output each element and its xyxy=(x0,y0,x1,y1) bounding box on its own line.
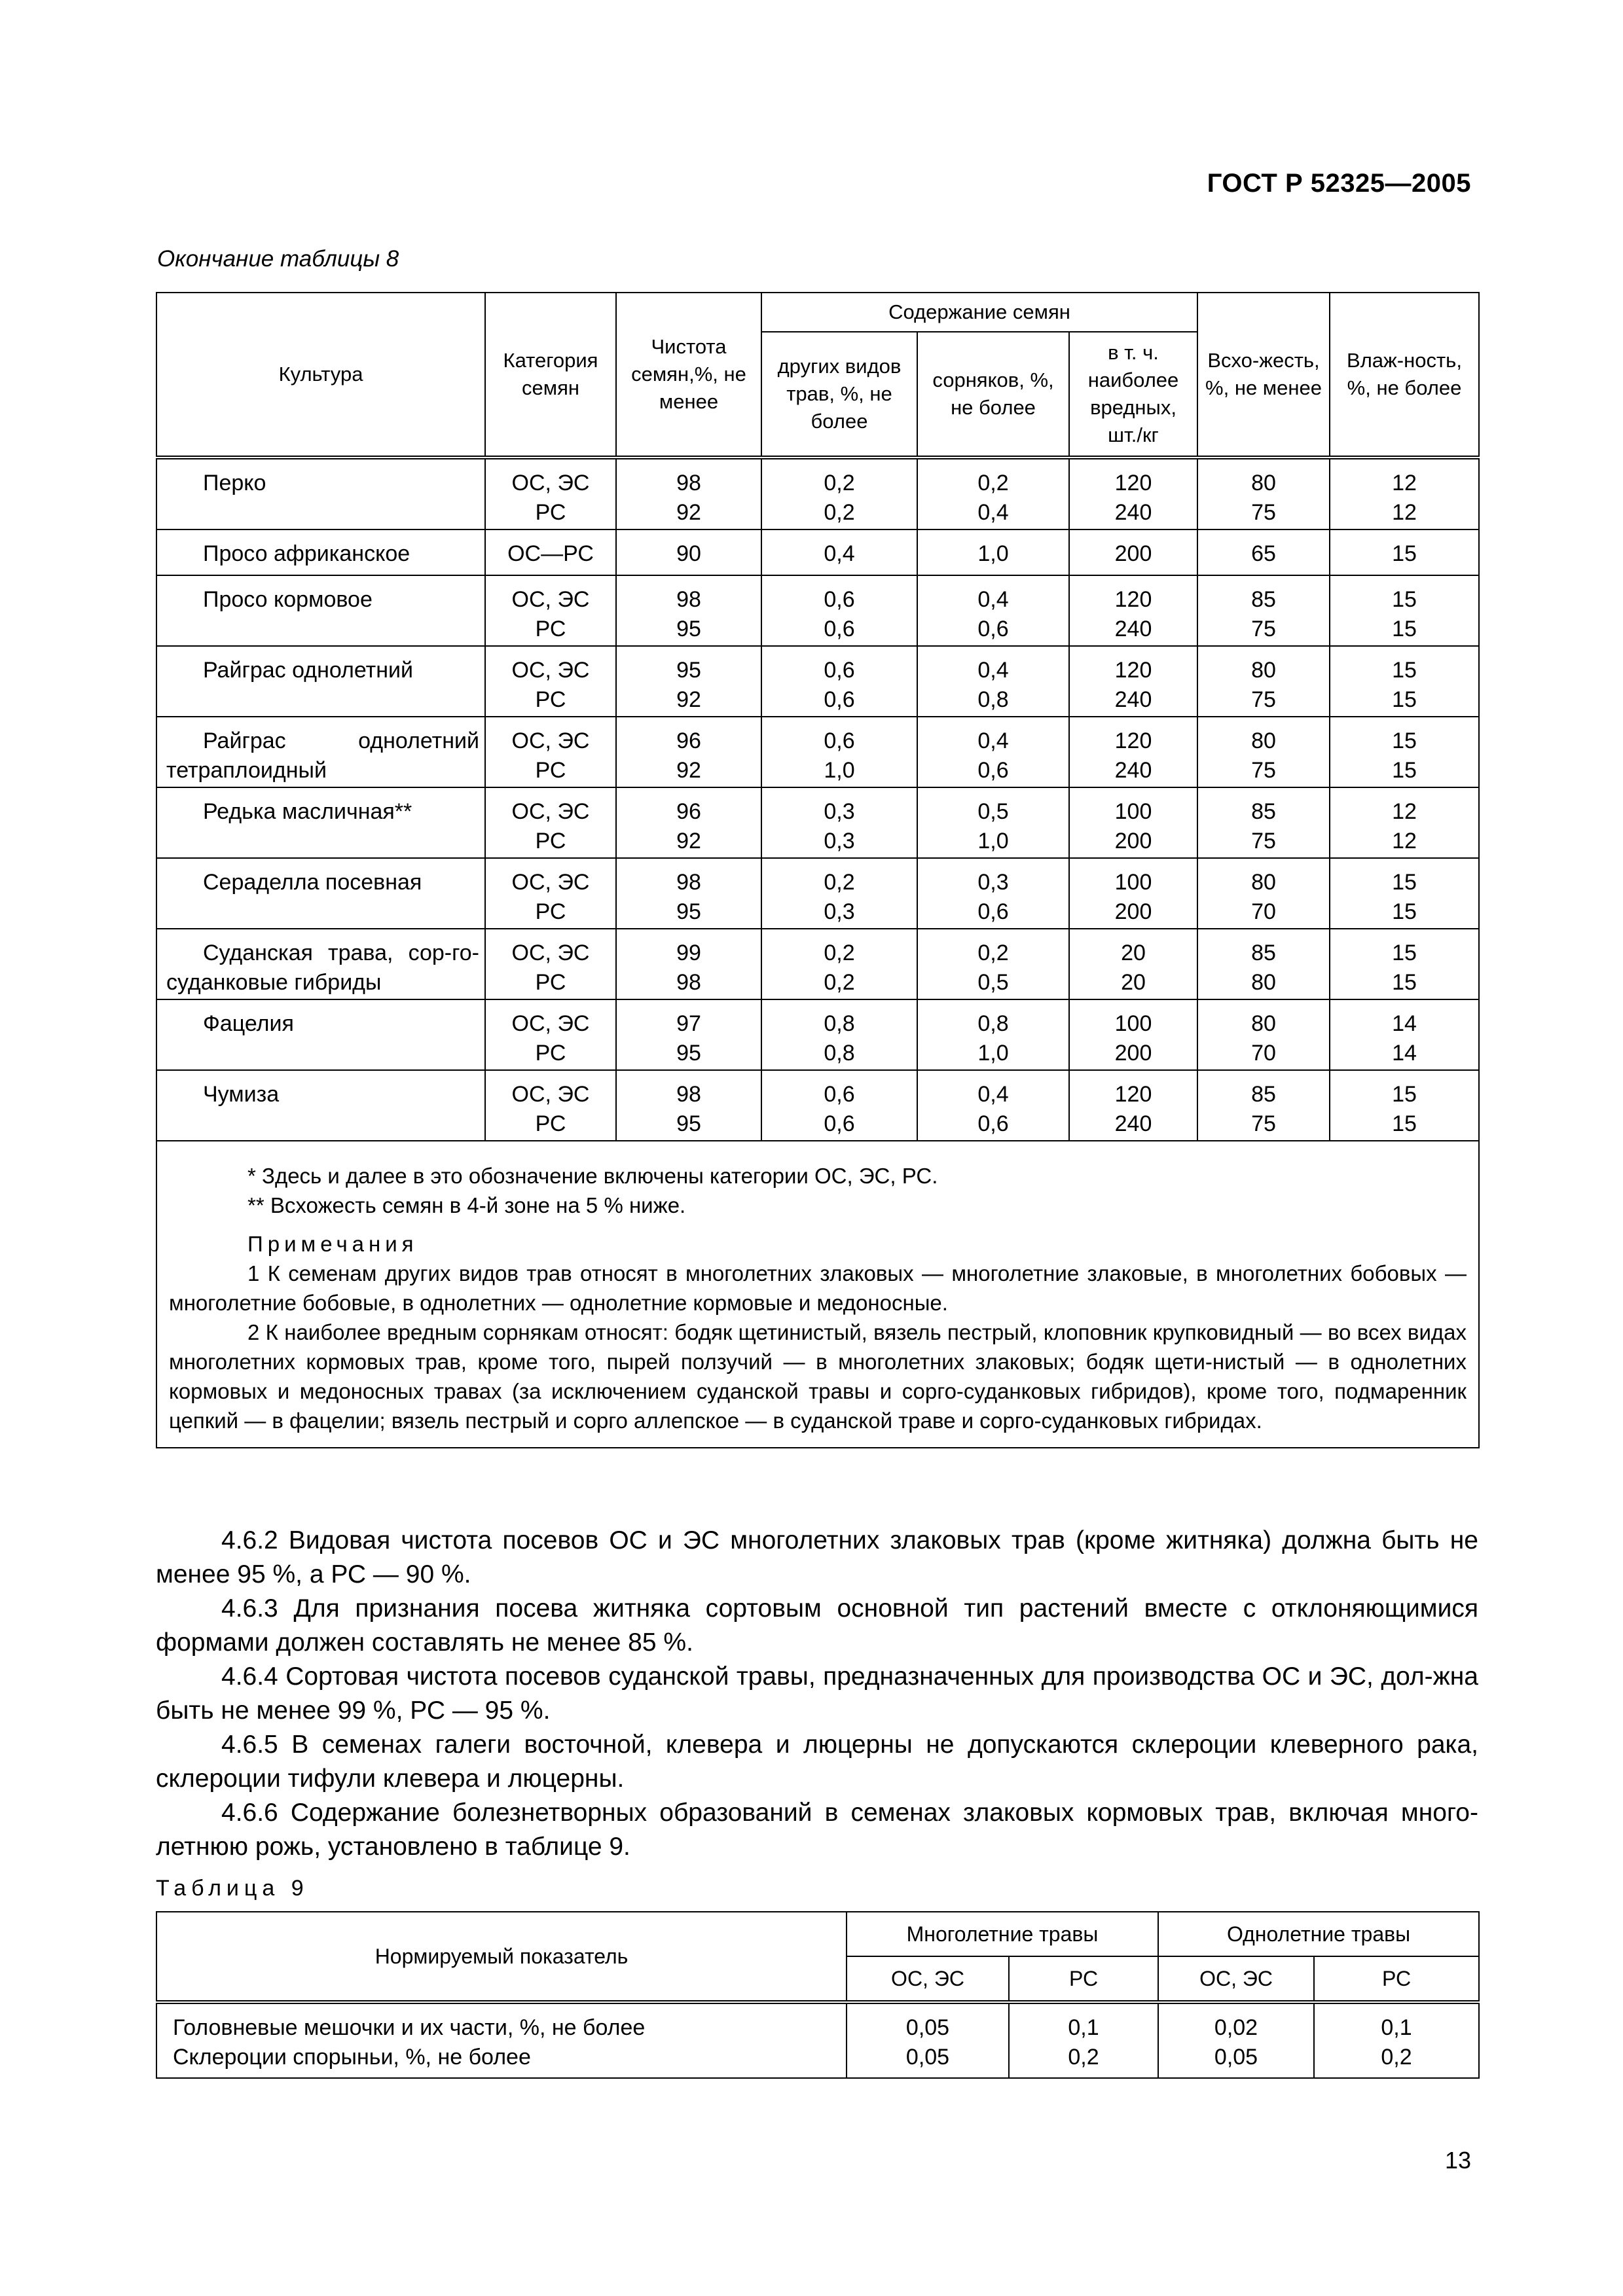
table8-caption: Окончание таблицы 8 xyxy=(157,246,399,272)
crop-name: Райграс однолетний тетраплоидный xyxy=(156,717,485,787)
value: 95 xyxy=(676,617,701,641)
value: 15 xyxy=(1392,870,1417,895)
value: 0,6 xyxy=(824,617,855,641)
value: 0,3 xyxy=(824,899,855,924)
value: 92 xyxy=(676,500,701,525)
cell-purity xyxy=(616,929,761,999)
value: 75 xyxy=(1251,829,1276,853)
value: 12 xyxy=(1392,500,1417,525)
value: 1,0 xyxy=(824,758,855,783)
cell-category xyxy=(485,929,616,999)
value: РС xyxy=(535,829,566,853)
value: 15 xyxy=(1392,587,1417,612)
value: 85 xyxy=(1251,799,1276,824)
value: 95 xyxy=(676,1041,701,1066)
cell-other xyxy=(761,858,917,929)
value: 0,1 xyxy=(1068,2015,1099,2040)
value: 0,2 xyxy=(824,970,855,995)
document-code: ГОСТ Р 52325—2005 xyxy=(1207,169,1471,198)
crop-name: Суданская трава, сор-го-суданковые гибриды xyxy=(156,929,485,999)
header-purity: Чистота семян,%, не менее xyxy=(616,293,761,457)
crop-name: Фацелия xyxy=(156,999,485,1070)
value: 98 xyxy=(676,471,701,495)
paragraph-4-6-2: 4.6.2 Видовая чистота посевов ОС и ЭС многолетних злаковых трав (кроме житняка) должна быть не менее 95 %, а РС — 90 %. xyxy=(156,1526,1478,1588)
value: РС xyxy=(535,500,566,525)
value: 80 xyxy=(1251,728,1276,753)
value: 15 xyxy=(1392,941,1417,965)
value: ОС—РС xyxy=(507,541,594,566)
value: 0,05 xyxy=(905,2045,950,2070)
value: 0,8 xyxy=(977,1011,1009,1036)
value: РС xyxy=(535,617,566,641)
cell-category xyxy=(485,787,616,858)
table-row xyxy=(156,1070,1479,1141)
value: 15 xyxy=(1392,687,1417,712)
value: 1,0 xyxy=(977,541,1009,566)
value: 0,05 xyxy=(905,2015,950,2040)
cell-weeds xyxy=(917,575,1069,646)
cell-moist xyxy=(1330,529,1479,575)
header-perennial-rs: РС xyxy=(1009,1956,1158,2002)
cell-other xyxy=(761,717,917,787)
value: 90 xyxy=(676,541,701,566)
value: 0,2 xyxy=(824,870,855,895)
paragraph-4-6-4: 4.6.4 Сортовая чистота посевов суданской травы, предназначенных для производства ОС и ЭС, дол-жна быть не менее 99 %, РС — 95 %. xyxy=(156,1662,1478,1725)
value: 0,5 xyxy=(977,970,1009,995)
cell-weeds xyxy=(917,1070,1069,1141)
cell-moist xyxy=(1330,787,1479,858)
header-harmful: в т. ч. наиболее вредных, шт./кг xyxy=(1069,332,1197,457)
cell-other xyxy=(761,529,917,575)
table-row xyxy=(156,858,1479,929)
cell-category xyxy=(485,457,616,529)
value: 1,0 xyxy=(977,829,1009,853)
cell-category xyxy=(485,717,616,787)
value: 0,6 xyxy=(977,899,1009,924)
value: 200 xyxy=(1114,829,1152,853)
cell-other xyxy=(761,457,917,529)
cell-purity xyxy=(616,999,761,1070)
cell-purity xyxy=(616,646,761,717)
value: 0,8 xyxy=(824,1041,855,1066)
value: 0,6 xyxy=(824,1111,855,1136)
table8-notes xyxy=(156,1141,1479,1448)
cell-germ xyxy=(1197,717,1330,787)
table-row xyxy=(156,999,1479,1070)
page-number: 13 xyxy=(1444,2147,1471,2174)
cell-weeds xyxy=(917,999,1069,1070)
value: 98 xyxy=(676,587,701,612)
value: ОС, ЭС xyxy=(511,658,590,683)
cell-weeds xyxy=(917,457,1069,529)
cell-weeds xyxy=(917,717,1069,787)
value: 15 xyxy=(1392,1111,1417,1136)
value: 100 xyxy=(1114,799,1152,824)
crop-name: Чумиза xyxy=(156,1070,485,1141)
value: 0,4 xyxy=(977,658,1009,683)
cell-germ xyxy=(1197,929,1330,999)
value: 14 xyxy=(1392,1041,1417,1066)
value: РС xyxy=(535,899,566,924)
cell-purity xyxy=(616,457,761,529)
cell-harmful xyxy=(1069,999,1197,1070)
cell-weeds xyxy=(917,858,1069,929)
cell-germ xyxy=(1197,457,1330,529)
value: 0,1 xyxy=(1381,2015,1412,2040)
cell-moist xyxy=(1330,1070,1479,1141)
cell-germ xyxy=(1197,1070,1330,1141)
value: 20 xyxy=(1121,970,1146,995)
cell-germ xyxy=(1197,575,1330,646)
value: 0,4 xyxy=(977,500,1009,525)
value: 1,0 xyxy=(977,1041,1009,1066)
cell-purity xyxy=(616,1070,761,1141)
value: 120 xyxy=(1114,1082,1152,1107)
cell-other xyxy=(761,787,917,858)
value: 95 xyxy=(676,1111,701,1136)
header-perennial-os-es: ОС, ЭС xyxy=(847,1956,1009,2002)
cell-harmful xyxy=(1069,529,1197,575)
value: 0,6 xyxy=(977,617,1009,641)
value: 0,2 xyxy=(824,941,855,965)
cell-category xyxy=(485,575,616,646)
value: 0,2 xyxy=(977,471,1009,495)
value: 240 xyxy=(1114,617,1152,641)
table-9 xyxy=(156,1911,1480,2079)
header-annual-rs: РС xyxy=(1314,1956,1479,2002)
value: ОС, ЭС xyxy=(511,587,590,612)
table-row xyxy=(156,929,1479,999)
value: 0,4 xyxy=(824,541,855,566)
value: ОС, ЭС xyxy=(511,941,590,965)
paragraph-4-6-3: 4.6.3 Для признания посева житняка сортовым основной тип растений вместе с отклоняющимися формами должен составлять не менее 85 %. xyxy=(156,1594,1478,1657)
value: 0,6 xyxy=(977,1111,1009,1136)
cell-purity xyxy=(616,575,761,646)
value: 98 xyxy=(676,1082,701,1107)
value: 14 xyxy=(1392,1011,1417,1036)
value: 98 xyxy=(676,870,701,895)
cell-other xyxy=(761,646,917,717)
value: 92 xyxy=(676,758,701,783)
value: 120 xyxy=(1114,471,1152,495)
value: 0,6 xyxy=(824,658,855,683)
value: РС xyxy=(535,758,566,783)
value: 85 xyxy=(1251,941,1276,965)
cell-moist xyxy=(1330,858,1479,929)
value: 0,2 xyxy=(824,500,855,525)
cell-purity xyxy=(616,858,761,929)
indicator-cell xyxy=(156,2002,847,2078)
value: 0,6 xyxy=(824,728,855,753)
value: 95 xyxy=(676,899,701,924)
cell-germ xyxy=(1197,787,1330,858)
value: 0,2 xyxy=(977,941,1009,965)
value: 0,02 xyxy=(1214,2015,1258,2040)
value: 240 xyxy=(1114,500,1152,525)
value: 15 xyxy=(1392,970,1417,995)
value: 75 xyxy=(1251,758,1276,783)
cell-category xyxy=(485,858,616,929)
value: 0,05 xyxy=(1214,2045,1258,2070)
value: РС xyxy=(535,1041,566,1066)
cell-category xyxy=(485,1070,616,1141)
value: 120 xyxy=(1114,658,1152,683)
value: 75 xyxy=(1251,500,1276,525)
header-perennial: Многолетние травы xyxy=(847,1912,1158,1956)
value: 0,4 xyxy=(977,587,1009,612)
cell-moist xyxy=(1330,575,1479,646)
value: 85 xyxy=(1251,587,1276,612)
header-indicator: Нормируемый показатель xyxy=(156,1912,847,2002)
value: 0,3 xyxy=(824,829,855,853)
cell-harmful xyxy=(1069,717,1197,787)
value: 240 xyxy=(1114,1111,1152,1136)
value: 100 xyxy=(1114,1011,1152,1036)
value: 80 xyxy=(1251,870,1276,895)
value: 0,8 xyxy=(824,1011,855,1036)
cell-harmful xyxy=(1069,575,1197,646)
header-seed-content: Содержание семян xyxy=(761,293,1197,332)
value: 240 xyxy=(1114,687,1152,712)
value: 0,6 xyxy=(824,587,855,612)
value: 15 xyxy=(1392,617,1417,641)
value: 0,6 xyxy=(824,1082,855,1107)
value: ОС, ЭС xyxy=(511,799,590,824)
value: 0,3 xyxy=(824,799,855,824)
cell-other xyxy=(761,1070,917,1141)
value: 98 xyxy=(676,970,701,995)
cell-category xyxy=(485,529,616,575)
value: ОС, ЭС xyxy=(511,1011,590,1036)
cell-moist xyxy=(1330,929,1479,999)
cell-other xyxy=(761,575,917,646)
footnote-1: * Здесь и далее в это обозначение включены категории ОС, ЭС, РС. xyxy=(247,1164,938,1188)
value: 96 xyxy=(676,728,701,753)
crop-name: Просо кормовое xyxy=(156,575,485,646)
value: 70 xyxy=(1251,1041,1276,1066)
value: 15 xyxy=(1392,728,1417,753)
cell-harmful xyxy=(1069,929,1197,999)
value: 0,2 xyxy=(1068,2045,1099,2070)
crop-name: Райграс однолетний xyxy=(156,646,485,717)
cell-other xyxy=(761,999,917,1070)
cell-harmful xyxy=(1069,646,1197,717)
header-germination: Всхо-жесть, %, не менее xyxy=(1197,293,1330,457)
cell-germ xyxy=(1197,529,1330,575)
table-8 xyxy=(156,292,1480,1448)
cell-category xyxy=(485,646,616,717)
note-2: 2 К наиболее вредным сорнякам относят: бодяк щетинистый, вязель пестрый, клоповник крупковидный — во всех видах многолетних кормовых трав, кроме того, пырей ползучий — в многолетних злаковых; бодяк щети-нистый — в однолетних кормовых и медоносных травах (за исключением суданской травы и сорго-суданковых гибридов), кроме того, подмаренник цепкий — в фацелии; вязель пестрый и сорго аллепское — в суданской траве и сорго-суданковых гибридах. xyxy=(169,1320,1467,1433)
value: 15 xyxy=(1392,758,1417,783)
cell-purity xyxy=(616,717,761,787)
value: ОС, ЭС xyxy=(511,728,590,753)
value: 80 xyxy=(1251,471,1276,495)
crop-name: Сераделла посевная xyxy=(156,858,485,929)
perennial-rs-cell xyxy=(1009,2002,1158,2078)
value: 240 xyxy=(1114,758,1152,783)
cell-harmful xyxy=(1069,787,1197,858)
cell-moist xyxy=(1330,999,1479,1070)
value: РС xyxy=(535,687,566,712)
value: РС xyxy=(535,970,566,995)
cell-moist xyxy=(1330,717,1479,787)
table-row xyxy=(156,457,1479,529)
value: 70 xyxy=(1251,899,1276,924)
table-row xyxy=(156,717,1479,787)
crop-name: Перко xyxy=(156,457,485,529)
paragraph-4-6-5: 4.6.5 В семенах галеги восточной, клевера и люцерны не допускаются склероции клеверного рака, склероции тифули клевера и люцерны. xyxy=(156,1731,1478,1793)
table-row xyxy=(156,575,1479,646)
cell-other xyxy=(761,929,917,999)
cell-moist xyxy=(1330,646,1479,717)
cell-germ xyxy=(1197,999,1330,1070)
value: 120 xyxy=(1114,728,1152,753)
value: 12 xyxy=(1392,471,1417,495)
value: 92 xyxy=(676,687,701,712)
annual-rs-cell xyxy=(1314,2002,1479,2078)
header-annual: Однолетние травы xyxy=(1158,1912,1479,1956)
header-annual-os-es: ОС, ЭС xyxy=(1158,1956,1314,2002)
value: 15 xyxy=(1392,899,1417,924)
value: 0,2 xyxy=(824,471,855,495)
header-other-grass: других видов трав, %, не более xyxy=(761,332,917,457)
value: 20 xyxy=(1121,941,1146,965)
table-row xyxy=(156,529,1479,575)
value: 12 xyxy=(1392,829,1417,853)
value: 0,4 xyxy=(977,728,1009,753)
value: 95 xyxy=(676,658,701,683)
value: 12 xyxy=(1392,799,1417,824)
value: 15 xyxy=(1392,541,1417,566)
value: 0,8 xyxy=(977,687,1009,712)
value: 97 xyxy=(676,1011,701,1036)
value: 200 xyxy=(1114,541,1152,566)
value: 15 xyxy=(1392,658,1417,683)
header-moisture: Влаж-ность, %, не более xyxy=(1330,293,1479,457)
value: 0,6 xyxy=(977,758,1009,783)
value: 0,4 xyxy=(977,1082,1009,1107)
cell-harmful xyxy=(1069,858,1197,929)
value: 80 xyxy=(1251,658,1276,683)
cell-purity xyxy=(616,529,761,575)
value: 75 xyxy=(1251,617,1276,641)
header-category: Категория семян xyxy=(485,293,616,457)
value: 92 xyxy=(676,829,701,853)
value: ОС, ЭС xyxy=(511,471,590,495)
value: 200 xyxy=(1114,1041,1152,1066)
indicator-smut: Головневые мешочки и их части, %, не более xyxy=(173,2015,646,2040)
indicator-ergot: Склероции спорыньи, %, не более xyxy=(173,2045,531,2070)
value: 0,6 xyxy=(824,687,855,712)
table-row xyxy=(156,787,1479,858)
note-1: 1 К семенам других видов трав относят в многолетних злаковых — многолетние злаковые, в многолетних бобовых — многолетние бобовые, в однолетних — однолетние кормовые и медоносные. xyxy=(169,1261,1467,1315)
crop-name: Редька масличная** xyxy=(156,787,485,858)
header-weeds: сорняков, %, не более xyxy=(917,332,1069,457)
cell-harmful xyxy=(1069,1070,1197,1141)
cell-weeds xyxy=(917,929,1069,999)
value: 85 xyxy=(1251,1082,1276,1107)
notes-title: Примечания xyxy=(247,1232,418,1256)
cell-weeds xyxy=(917,646,1069,717)
perennial-os-es-cell xyxy=(847,2002,1009,2078)
value: 65 xyxy=(1251,541,1276,566)
value: 15 xyxy=(1392,1082,1417,1107)
cell-moist xyxy=(1330,457,1479,529)
value: РС xyxy=(535,1111,566,1136)
cell-category xyxy=(485,999,616,1070)
table9-caption: Таблица 9 xyxy=(156,1876,309,1901)
cell-weeds xyxy=(917,787,1069,858)
cell-purity xyxy=(616,787,761,858)
table-row xyxy=(156,2002,1479,2078)
value: 96 xyxy=(676,799,701,824)
body-paragraphs xyxy=(156,1524,1478,1864)
value: ОС, ЭС xyxy=(511,1082,590,1107)
crop-name: Просо африканское xyxy=(156,529,485,575)
paragraph-4-6-6: 4.6.6 Содержание болезнетворных образований в семенах злаковых кормовых трав, включая много-летнюю рожь, установлено в таблице 9. xyxy=(156,1799,1478,1861)
header-crop: Культура xyxy=(156,293,485,457)
cell-germ xyxy=(1197,646,1330,717)
value: 75 xyxy=(1251,1111,1276,1136)
footnote-2: ** Всхожесть семян в 4-й зоне на 5 % ниже. xyxy=(247,1193,686,1217)
value: 0,5 xyxy=(977,799,1009,824)
value: 75 xyxy=(1251,687,1276,712)
value: 200 xyxy=(1114,899,1152,924)
value: 120 xyxy=(1114,587,1152,612)
annual-os-es-cell xyxy=(1158,2002,1314,2078)
cell-weeds xyxy=(917,529,1069,575)
value: 0,3 xyxy=(977,870,1009,895)
value: ОС, ЭС xyxy=(511,870,590,895)
value: 100 xyxy=(1114,870,1152,895)
value: 99 xyxy=(676,941,701,965)
table-row xyxy=(156,646,1479,717)
cell-harmful xyxy=(1069,457,1197,529)
cell-germ xyxy=(1197,858,1330,929)
value: 80 xyxy=(1251,970,1276,995)
value: 80 xyxy=(1251,1011,1276,1036)
value: 0,2 xyxy=(1381,2045,1412,2070)
